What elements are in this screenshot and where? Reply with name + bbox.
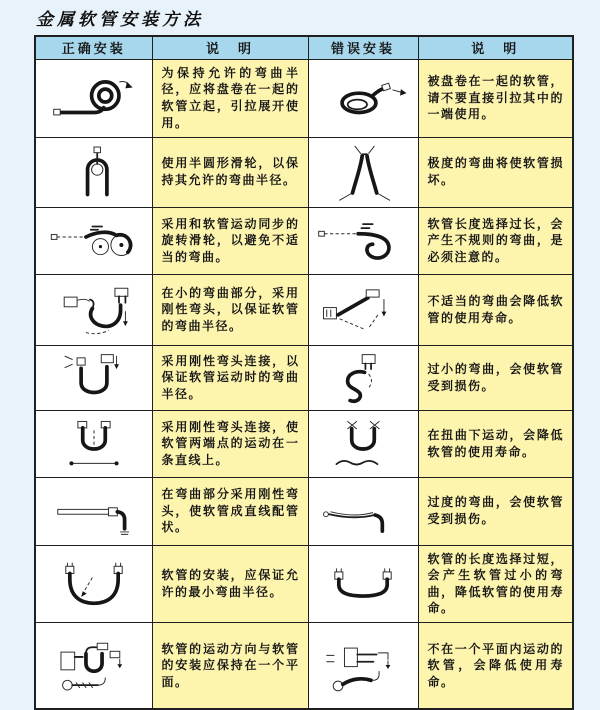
wrong-image-cell <box>308 545 418 622</box>
hose-too-long-loop-icon <box>311 212 415 270</box>
hose-min-bend-radius-u-icon <box>42 555 146 613</box>
wrong-note-cell <box>418 345 573 410</box>
wrong-note-cell <box>418 622 573 709</box>
hose-planar-motion-piping-icon <box>42 636 146 694</box>
table-row <box>35 207 573 274</box>
wrong-note-text: 过度的弯曲，会使软管受到损伤。 <box>427 495 564 526</box>
correct-note-text: 在小的弯曲部分，采用刚性弯头，以保证软管的弯曲半径。 <box>161 285 300 333</box>
hose-kinked-s-icon <box>311 349 415 407</box>
hose-improper-bend-icon <box>311 281 415 339</box>
correct-note-cell <box>152 345 308 410</box>
correct-note-text: 采用刚性弯头连接，以保证软管运动时的弯曲半径。 <box>161 353 300 401</box>
header-wrong-note: 说 明 <box>418 36 573 59</box>
table-row <box>35 622 573 709</box>
header-row <box>35 36 573 59</box>
correct-image-cell <box>35 477 152 545</box>
table-row <box>35 59 573 137</box>
wrong-note-cell <box>418 410 573 477</box>
wrong-image-cell <box>308 410 418 477</box>
hose-overbent-sag-icon <box>311 482 415 540</box>
correct-note-cell <box>152 410 308 477</box>
hose-straight-with-elbow-icon <box>42 482 146 540</box>
correct-note-text: 使用半圆形滑轮，以保持其允许的弯曲半径。 <box>161 156 300 187</box>
table-row <box>35 477 573 545</box>
correct-note-cell <box>152 274 308 345</box>
hose-u-straight-line-motion-icon <box>42 415 146 473</box>
correct-image-cell <box>35 345 152 410</box>
correct-note-cell <box>152 207 308 274</box>
wrong-note-text: 在扭曲下运动，会降低软管的使用寿命。 <box>427 427 564 459</box>
wrong-image-cell <box>308 477 418 545</box>
hose-rigid-elbow-small-bend-icon <box>42 281 146 339</box>
wrong-note-cell <box>418 137 573 207</box>
correct-note-cell <box>152 59 308 137</box>
hose-extreme-bend-icon <box>311 143 415 201</box>
table-row <box>35 137 573 207</box>
page-title: 金属软管安装方法 <box>36 10 204 29</box>
correct-note-text: 软管的运动方向与软管的安装应保持在一个平面。 <box>161 641 300 689</box>
wrong-image-cell <box>308 207 418 274</box>
header-wrong-install: 错误安装 <box>308 36 418 59</box>
wrong-note-cell <box>418 545 573 622</box>
correct-image-cell <box>35 622 152 709</box>
correct-image-cell <box>35 410 152 477</box>
correct-note-text: 采用刚性弯头连接，使软管两端点的运动在一条直线上。 <box>161 419 300 467</box>
wrong-note-text: 过小的弯曲，会使软管受到损伤。 <box>427 361 564 393</box>
wrong-image-cell <box>308 274 418 345</box>
wrong-note-text: 不适当的弯曲会降低软管的使用寿命。 <box>427 293 564 325</box>
hose-rigid-elbow-u-icon <box>42 349 146 407</box>
wrong-note-text: 软管的长度选择过短，会产生软管过小的弯曲，降低软管的使用寿命。 <box>427 551 564 616</box>
correct-note-cell <box>152 622 308 709</box>
wrong-image-cell <box>308 137 418 207</box>
correct-note-text: 采用和软管运动同步的旋转滑轮，以避免不适当的弯曲。 <box>161 216 300 264</box>
correct-note-text: 为保持允许的弯曲半径，应将盘卷在一起的软管立起，引拉展开使用。 <box>161 65 300 130</box>
correct-image-cell <box>35 274 152 345</box>
table-row <box>35 545 573 622</box>
correct-image-cell <box>35 137 152 207</box>
installation-table <box>34 35 574 710</box>
hose-non-planar-piping-icon <box>311 636 415 694</box>
hose-coil-pulled-icon <box>311 69 415 127</box>
correct-note-cell <box>152 545 308 622</box>
correct-note-text: 软管的安装，应保证允许的最小弯曲半径。 <box>161 568 300 599</box>
wrong-note-cell <box>418 274 573 345</box>
correct-image-cell <box>35 207 152 274</box>
correct-note-text: 在弯曲部分采用刚性弯头，使软管成直线配管状。 <box>161 487 300 535</box>
table-row <box>35 410 573 477</box>
wrong-note-cell <box>418 207 573 274</box>
hose-sync-rotating-pulleys-icon <box>42 212 146 270</box>
table-row <box>35 345 573 410</box>
hose-coil-upright-icon <box>42 69 146 127</box>
wrong-note-text: 极度的弯曲将使软管损坏。 <box>427 156 564 187</box>
hose-too-short-u-icon <box>311 555 415 613</box>
correct-note-cell <box>152 137 308 207</box>
wrong-image-cell <box>308 345 418 410</box>
header-correct-install: 正确安装 <box>35 36 152 59</box>
hose-on-semicircular-pulley-icon <box>42 143 146 201</box>
wrong-note-text: 被盘卷在一起的软管，请不要直接引拉其中的一端使用。 <box>427 74 564 122</box>
correct-image-cell <box>35 59 152 137</box>
wrong-note-text: 不在一个平面内运动的软管，会降低使用寿命。 <box>427 641 564 689</box>
correct-image-cell <box>35 545 152 622</box>
table-row <box>35 274 573 345</box>
wrong-image-cell <box>308 622 418 709</box>
wrong-image-cell <box>308 59 418 137</box>
wrong-note-text: 软管长度选择过长，会产生不规则的弯曲，是必须注意的。 <box>427 216 564 264</box>
hose-twisted-u-icon <box>311 415 415 473</box>
correct-note-cell <box>152 477 308 545</box>
header-correct-note: 说 明 <box>152 36 308 59</box>
wrong-note-cell <box>418 477 573 545</box>
wrong-note-cell <box>418 59 573 137</box>
